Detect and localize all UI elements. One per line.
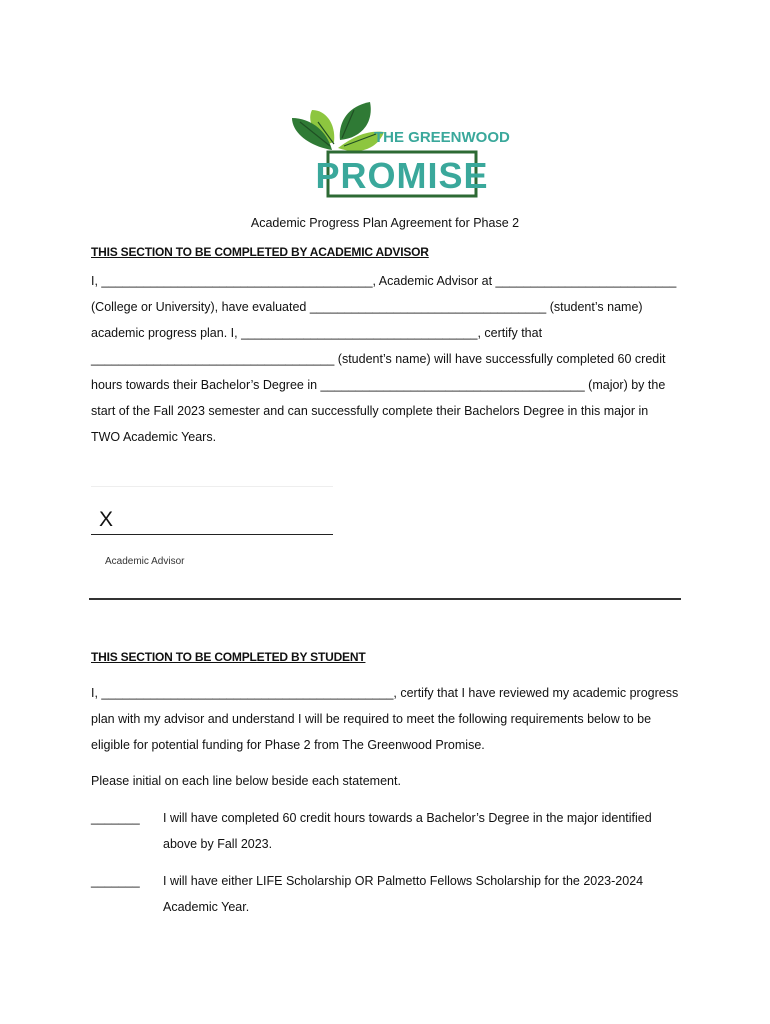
statement-line: Academic Year. [163, 900, 250, 914]
student-section-heading: THIS SECTION TO BE COMPLETED BY STUDENT [91, 650, 366, 664]
signature-field-top [91, 486, 333, 487]
advisor-line: TWO Academic Years. [91, 430, 217, 444]
statement-line: above by Fall 2023. [163, 837, 273, 851]
advisor-line[interactable]: academic progress plan. I, __________________________________, certify that [91, 326, 543, 340]
statement-text [163, 868, 683, 920]
document-title: Academic Progress Plan Agreement for Phase 2 [250, 216, 520, 230]
advisor-line[interactable]: I, _______________________________________, Academic Advisor at __________________________ [91, 274, 677, 288]
statement-line: I will have either LIFE Scholarship OR Palmetto Fellows Scholarship for the 2023-2024 [163, 874, 644, 888]
advisor-line: start of the Fall 2023 semester and can successfully complete their Bachelors Degree in this major in [91, 404, 649, 418]
advisor-line[interactable]: (College or University), have evaluated __________________________________ (student’s name) [91, 300, 643, 314]
student-line: plan with my advisor and understand I will be required to meet the following requirements below to be [91, 712, 652, 726]
leaf-cluster-icon [292, 102, 384, 151]
student-line[interactable]: I, __________________________________________, certify that I have reviewed my academic progress [91, 686, 679, 700]
advisor-signature-line[interactable] [91, 534, 333, 535]
statement-line: I will have completed 60 credit hours towards a Bachelor’s Degree in the major identified [163, 811, 652, 825]
greenwood-promise-logo [288, 96, 510, 202]
initial-instruction: Please initial on each line below beside each statement. [91, 774, 401, 788]
signature-x-mark: X [99, 508, 114, 531]
initial-blank[interactable]: _______ [91, 874, 140, 888]
signature-label: Academic Advisor [105, 556, 185, 567]
advisor-section-heading: THIS SECTION TO BE COMPLETED BY ACADEMIC ADVISOR [91, 245, 429, 259]
advisor-paragraph [91, 268, 691, 450]
student-line: eligible for potential funding for Phase 2 from The Greenwood Promise. [91, 738, 485, 752]
section-divider [89, 598, 681, 600]
advisor-line[interactable]: ___________________________________ (student’s name) will have successfully completed 60 credit [91, 352, 666, 366]
logo-line2: PROMISE [315, 155, 489, 196]
logo-line1: THE GREENWOOD [374, 129, 510, 146]
student-paragraph [91, 680, 691, 758]
initial-blank[interactable]: _______ [91, 811, 140, 825]
statement-text [163, 805, 683, 857]
advisor-line[interactable]: hours towards their Bachelor’s Degree in ______________________________________ (major) by the [91, 378, 666, 392]
